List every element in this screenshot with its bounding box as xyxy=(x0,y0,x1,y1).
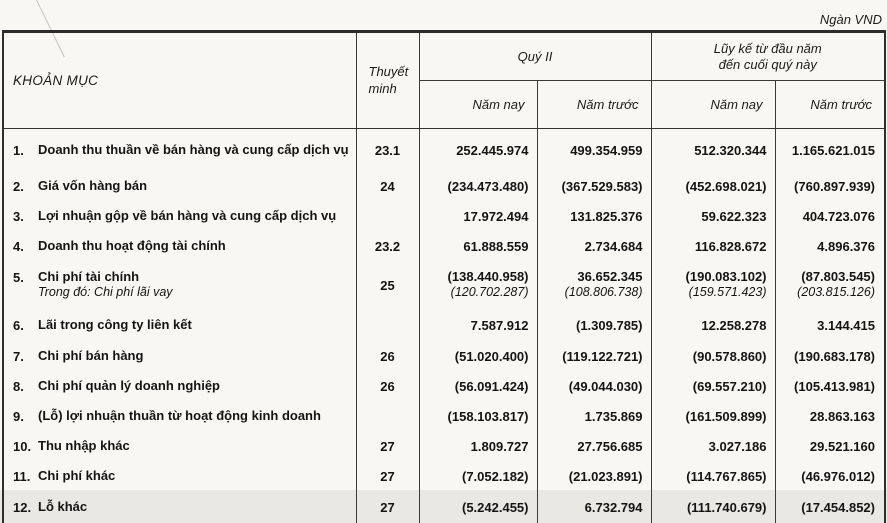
cell-quarter-this-year: (7.052.182) xyxy=(419,461,537,491)
row-number: 10. xyxy=(13,438,32,454)
cell-ytd-last-year: 28.863.163 xyxy=(809,408,875,424)
unit-label: Ngàn VND xyxy=(819,12,882,27)
cell-quarter-this-year-sub: (120.702.287) xyxy=(450,284,529,299)
header-ytd-group xyxy=(651,32,885,81)
header-ytd-last-year: Năm trước xyxy=(775,81,885,129)
row-sub-label: Trong đó: Chi phí lãi vay xyxy=(38,284,173,299)
row-note xyxy=(356,401,419,431)
row-note xyxy=(356,201,419,231)
cell-quarter-last-year: (21.023.891) xyxy=(537,461,651,491)
row-label: Chi phí khác xyxy=(38,467,116,483)
table-row xyxy=(3,371,885,401)
cell-quarter-this-year: (158.103.817) xyxy=(419,401,537,431)
cell-ytd-last-year-sub: (203.815.126) xyxy=(797,284,875,299)
row-label: Lỗ khác xyxy=(38,498,88,514)
header-quarter-group: Quý II xyxy=(419,32,651,81)
cell-quarter-this-year: 61.888.559 xyxy=(419,231,537,261)
row-number: 11. xyxy=(13,468,31,484)
row-note: 26 xyxy=(356,341,419,371)
cell-quarter-this-year: (5.242.455) xyxy=(419,491,537,523)
cell-quarter-this-year: 7.587.912 xyxy=(419,309,537,341)
row-label: Chi phí tài chính xyxy=(38,269,140,285)
cell-ytd-this-year: (69.557.210) xyxy=(651,371,775,401)
cell-ytd-last-year: 4.896.376 xyxy=(817,238,875,254)
cell-quarter-last-year: 499.354.959 xyxy=(537,129,651,172)
cell-quarter-last-year: (119.122.721) xyxy=(537,341,651,371)
cell-ytd-this-year-sub: (159.571.423) xyxy=(688,284,767,299)
header-quarter-this-year: Năm nay xyxy=(419,81,537,129)
cell-ytd-this-year: 12.258.278 xyxy=(651,309,775,341)
table-row xyxy=(3,231,885,261)
header-note-column: Thuyết minh xyxy=(356,32,419,129)
cell-quarter-this-year: 1.809.727 xyxy=(419,431,537,461)
header-item-column: KHOẢN MỤC xyxy=(3,32,356,129)
row-note: 27 xyxy=(356,461,419,491)
table-row xyxy=(3,401,885,431)
cell-ytd-this-year: 116.828.672 xyxy=(651,231,775,261)
header-ytd-this-year: Năm nay xyxy=(651,81,775,129)
cell-ytd-this-year: (114.767.865) xyxy=(651,461,775,491)
cell-ytd-last-year: (46.976.012) xyxy=(801,468,875,484)
cell-ytd-last-year: 29.521.160 xyxy=(809,438,875,454)
row-number: 3. xyxy=(13,208,24,224)
cell-quarter-this-year: (138.440.958) xyxy=(447,269,529,285)
table-row xyxy=(3,261,885,309)
cell-quarter-last-year: 36.652.345 xyxy=(577,269,643,285)
cell-ytd-last-year: 404.723.076 xyxy=(802,208,875,224)
table-row xyxy=(3,201,885,231)
row-label: Doanh thu thuần về bán hàng và cung cấp dịch vụ xyxy=(38,141,349,157)
cell-ytd-this-year: 59.622.323 xyxy=(651,201,775,231)
row-number: 7. xyxy=(13,348,24,364)
row-note: 23.1 xyxy=(356,129,419,172)
income-statement-table xyxy=(2,30,886,523)
row-number: 8. xyxy=(13,378,24,394)
row-label: (Lỗ) lợi nhuận thuần từ hoạt động kinh doanh xyxy=(38,407,321,423)
cell-ytd-this-year: (90.578.860) xyxy=(651,341,775,371)
row-number: 2. xyxy=(13,178,24,194)
row-note: 25 xyxy=(356,261,419,309)
cell-quarter-last-year: 6.732.794 xyxy=(537,491,651,523)
row-note: 27 xyxy=(356,431,419,461)
table-row xyxy=(3,341,885,371)
cell-ytd-this-year: (190.083.102) xyxy=(685,269,767,285)
row-number: 1. xyxy=(13,142,24,158)
row-number: 5. xyxy=(13,270,24,286)
row-label: Chi phí bán hàng xyxy=(38,347,144,363)
table-row xyxy=(3,431,885,461)
row-number: 9. xyxy=(13,408,24,424)
cell-quarter-last-year-sub: (108.806.738) xyxy=(564,284,643,299)
cell-quarter-this-year: 252.445.974 xyxy=(419,129,537,172)
row-note: 27 xyxy=(356,491,419,523)
row-note: 26 xyxy=(356,371,419,401)
cell-quarter-this-year: (56.091.424) xyxy=(419,371,537,401)
row-number: 12. xyxy=(13,499,32,515)
cell-quarter-last-year: 2.734.684 xyxy=(537,231,651,261)
header-row-groups xyxy=(3,32,885,81)
row-label: Lãi trong công ty liên kết xyxy=(38,316,192,332)
cell-quarter-this-year: (234.473.480) xyxy=(419,171,537,201)
row-note: 24 xyxy=(356,171,419,201)
row-label: Thu nhập khác xyxy=(38,437,130,453)
cell-ytd-last-year: (760.897.939) xyxy=(794,178,875,194)
cell-quarter-last-year: 27.756.685 xyxy=(537,431,651,461)
cell-quarter-last-year: (367.529.583) xyxy=(537,171,651,201)
cell-ytd-last-year: (190.683.178) xyxy=(794,348,875,364)
cell-ytd-last-year: (105.413.981) xyxy=(794,378,875,394)
cell-quarter-this-year: (51.020.400) xyxy=(419,341,537,371)
row-number: 4. xyxy=(13,238,24,254)
header-ytd-line1: Lũy kế từ đầu năm xyxy=(713,40,822,56)
row-note: 23.2 xyxy=(356,231,419,261)
cell-quarter-this-year: 17.972.494 xyxy=(419,201,537,231)
cell-ytd-this-year: (161.509.899) xyxy=(651,401,775,431)
row-label: Giá vốn hàng bán xyxy=(38,177,148,193)
row-number: 6. xyxy=(13,317,24,333)
cell-ytd-this-year: (111.740.679) xyxy=(651,491,775,523)
cell-quarter-last-year: (49.044.030) xyxy=(537,371,651,401)
header-ytd-line2: đến cuối quý này xyxy=(718,56,817,72)
table-row xyxy=(3,309,885,341)
cell-ytd-this-year: 512.320.344 xyxy=(651,129,775,172)
row-label: Lợi nhuận gộp về bán hàng và cung cấp dịch vụ xyxy=(38,207,337,223)
cell-quarter-last-year: 1.735.869 xyxy=(537,401,651,431)
header-quarter-last-year: Năm trước xyxy=(537,81,651,129)
table-row xyxy=(3,129,885,172)
table-row xyxy=(3,171,885,201)
cell-ytd-last-year: 1.165.621.015 xyxy=(791,142,875,158)
cell-ytd-last-year: (17.454.852) xyxy=(801,499,875,515)
table-row xyxy=(3,461,885,491)
cell-ytd-this-year: 3.027.186 xyxy=(651,431,775,461)
cell-ytd-last-year: 3.144.415 xyxy=(817,317,875,333)
cell-ytd-last-year: (87.803.545) xyxy=(801,269,875,285)
cell-quarter-last-year: (1.309.785) xyxy=(537,309,651,341)
cell-ytd-this-year: (452.698.021) xyxy=(651,171,775,201)
row-label: Chi phí quản lý doanh nghiệp xyxy=(38,377,220,393)
table-row xyxy=(3,491,885,523)
cell-quarter-last-year: 131.825.376 xyxy=(537,201,651,231)
row-label: Doanh thu hoạt động tài chính xyxy=(38,237,226,253)
row-note xyxy=(356,309,419,341)
